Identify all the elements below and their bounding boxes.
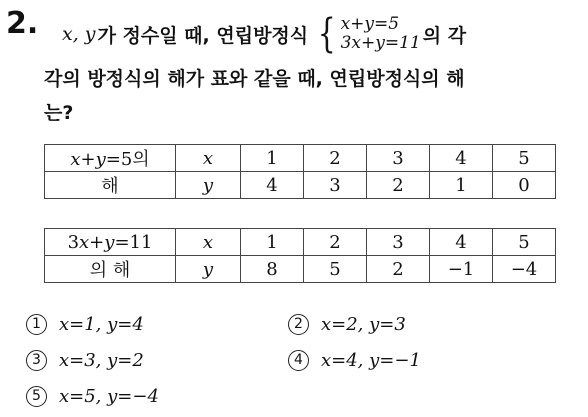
table-label-cell: 의 해 [45,256,176,283]
choice-5[interactable] [26,386,159,407]
value-cell: 3 [367,145,430,172]
value-cell: 3 [304,172,367,199]
value-cell: 2 [367,172,430,199]
left-brace-icon: { [317,11,336,57]
circled-number-icon: 5 [26,386,47,407]
variable-cell: x [176,229,241,256]
value-cell: 3 [367,229,430,256]
value-cell: 2 [304,145,367,172]
value-cell: 1 [241,145,304,172]
question-suffix: 의 각 [422,24,467,47]
question-line-1 [62,12,466,56]
circled-number-icon: 2 [288,314,309,335]
choice-2[interactable] [288,314,406,335]
question-number: 2. [6,6,39,41]
choice-3[interactable] [26,350,144,371]
choice-text: x=5, y=−4 [59,386,159,407]
value-cell: 2 [367,256,430,283]
table-label-cell: x+y=5의 [45,145,176,172]
value-cell: 0 [493,172,556,199]
value-cell: 4 [430,145,493,172]
equation-system [341,15,421,53]
value-cell: 5 [304,256,367,283]
question-line-3: 는? [44,102,74,124]
value-cell: 5 [493,229,556,256]
choice-text: x=2, y=3 [321,314,406,335]
variable-cell: y [176,172,241,199]
table-label-cell: 3x+y=11 [45,229,176,256]
solution-table-2 [44,228,556,283]
value-cell: 8 [241,256,304,283]
question-variables: x, y [62,23,96,45]
choice-1[interactable] [26,314,144,335]
table-row [45,229,556,256]
value-cell: −1 [430,256,493,283]
value-cell: 5 [493,145,556,172]
table-row [45,145,556,172]
value-cell: −4 [493,256,556,283]
choice-text: x=1, y=4 [59,314,144,335]
value-cell: 4 [241,172,304,199]
circled-number-icon: 1 [26,314,47,335]
solution-table-1 [44,144,556,199]
table-row [45,172,556,199]
value-cell: 4 [430,229,493,256]
variable-cell: y [176,256,241,283]
choice-4[interactable] [288,350,421,371]
table-label-cell: 해 [45,172,176,199]
value-cell: 2 [304,229,367,256]
variable-cell: x [176,145,241,172]
circled-number-icon: 3 [26,350,47,371]
value-cell: 1 [241,229,304,256]
question-intro: 가 정수일 때, 연립방정식 [97,24,309,47]
value-cell: 1 [430,172,493,199]
table-row [45,256,556,283]
choice-text: x=4, y=−1 [321,350,421,371]
circled-number-icon: 4 [288,350,309,371]
equation-1: x+y=5 [340,14,400,34]
question-line-2: 각의 방정식의 해가 표와 같을 때, 연립방정식의 해 [44,68,465,90]
choice-text: x=3, y=2 [59,350,144,371]
equation-2: 3x+y=11 [340,33,421,53]
